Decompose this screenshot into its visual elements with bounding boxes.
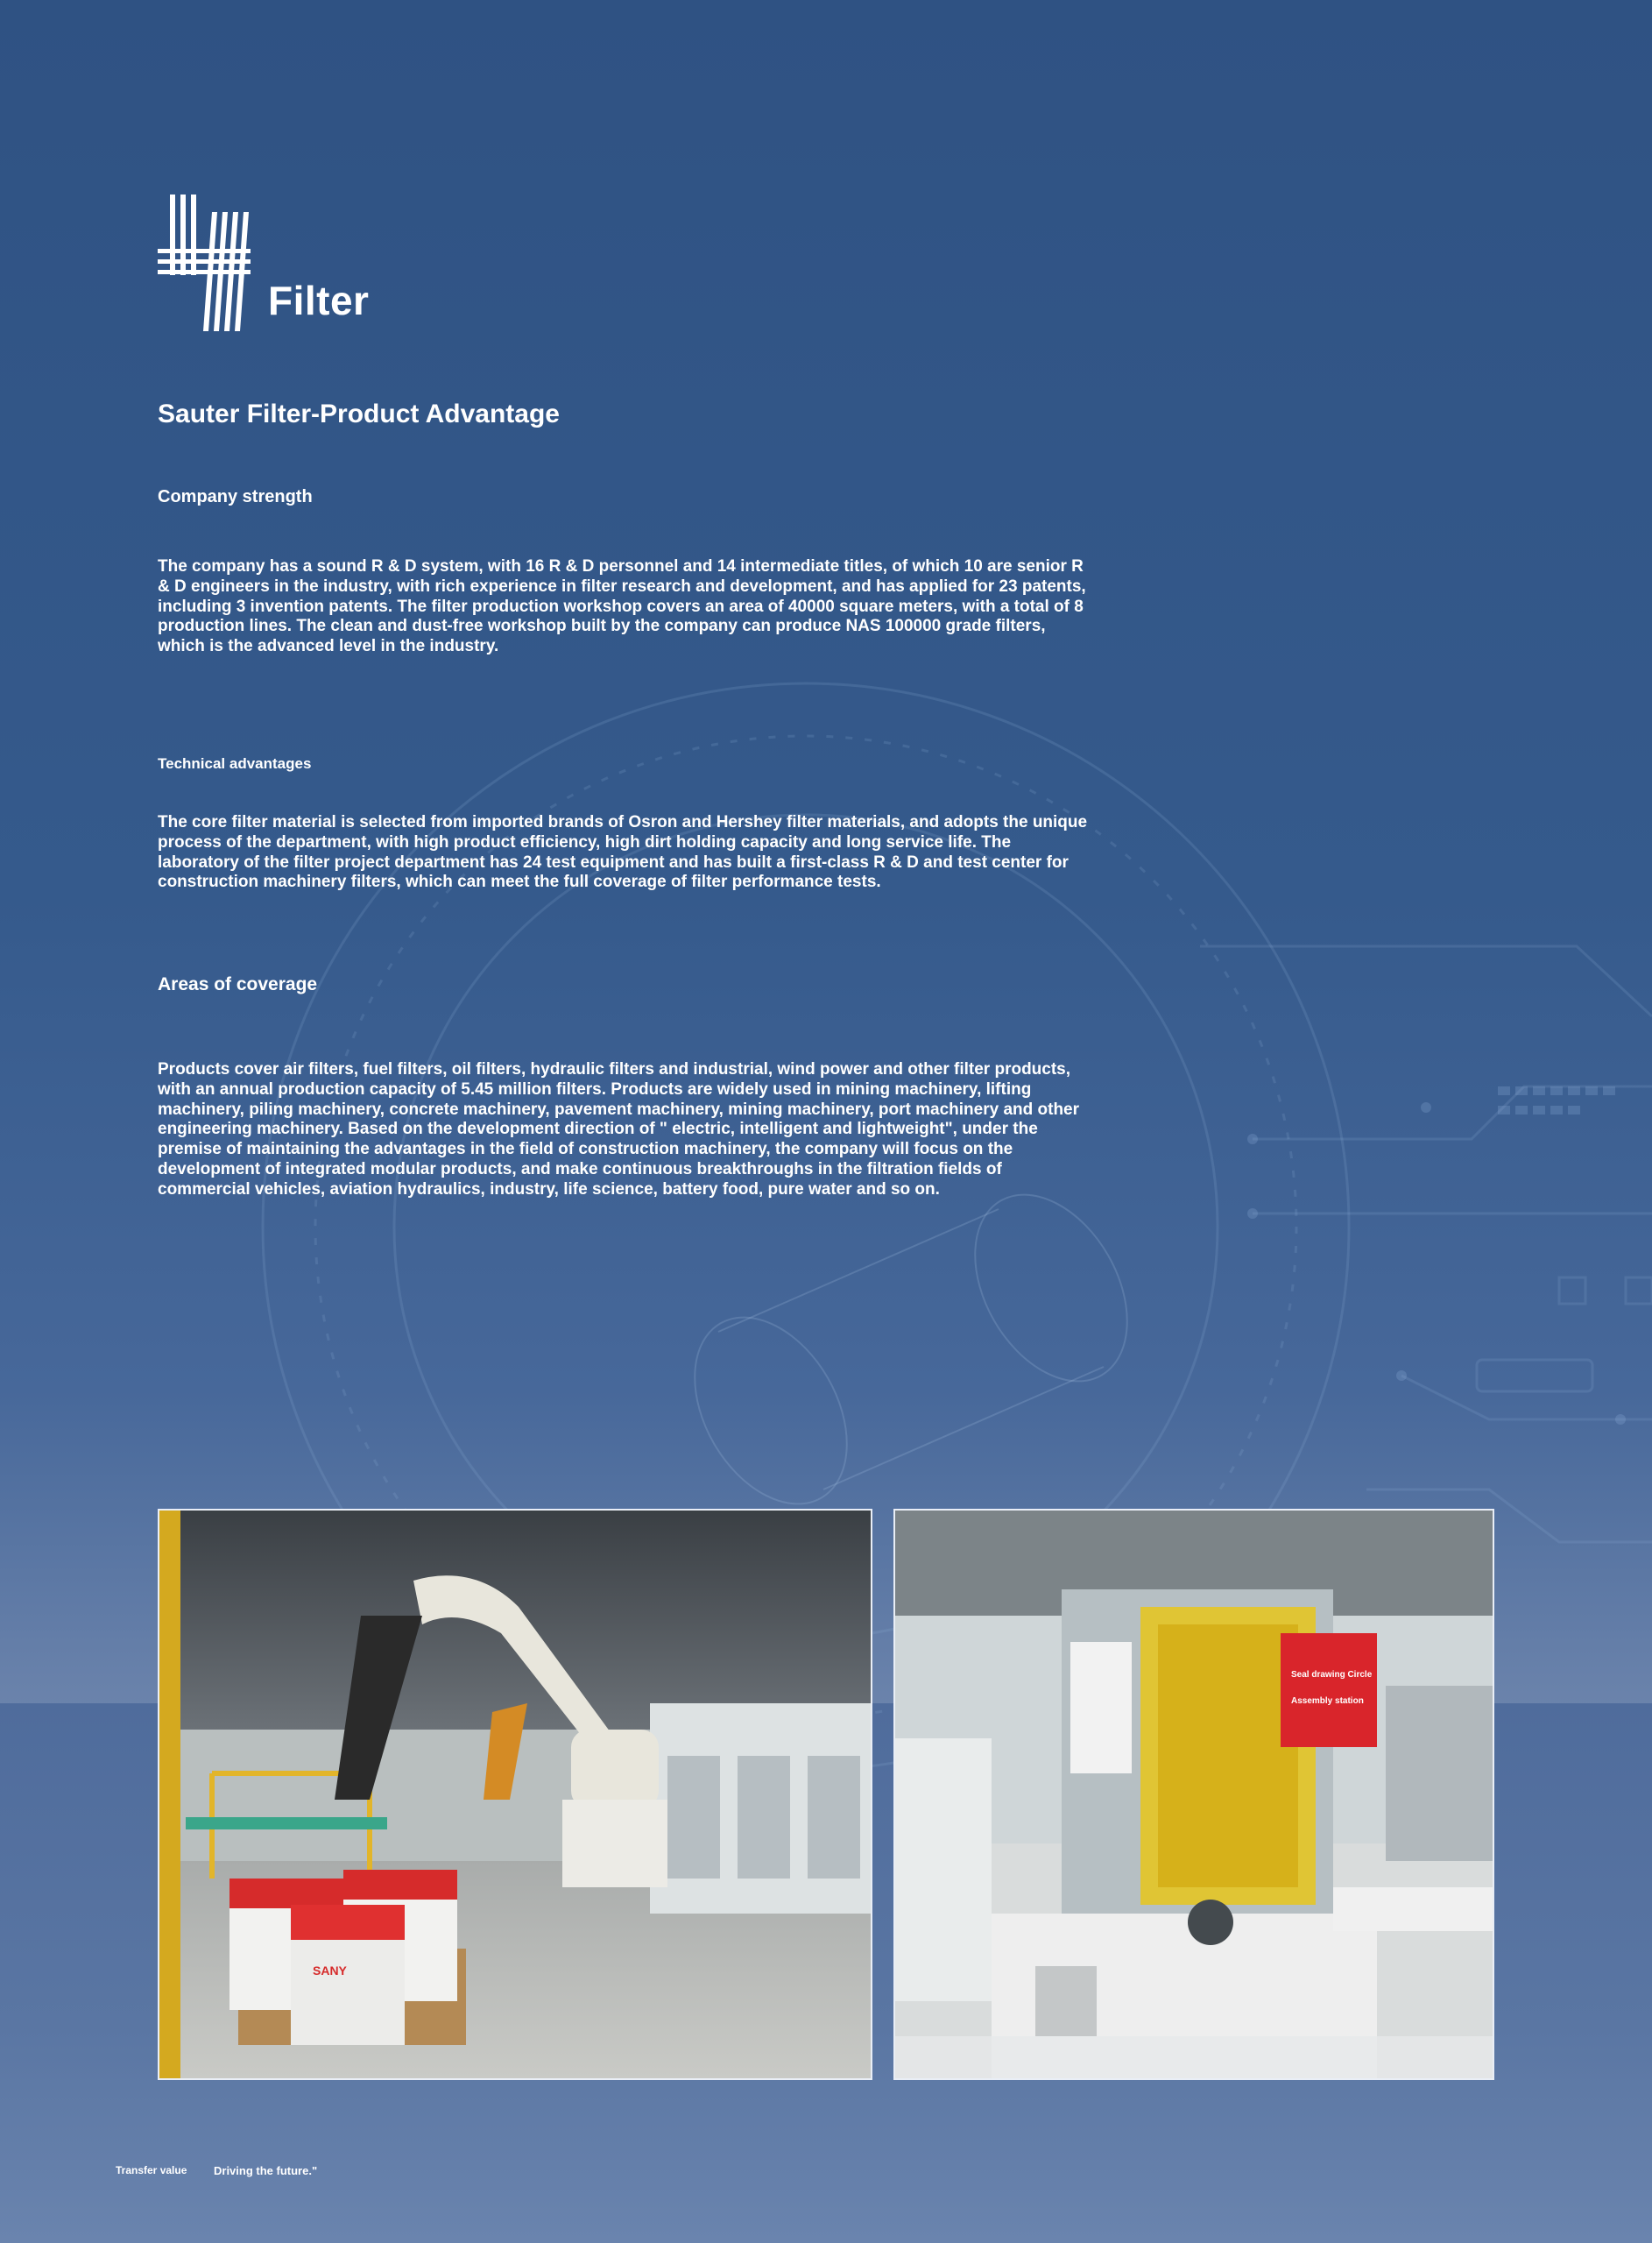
footer-tagline-right: Driving the future." — [214, 2164, 318, 2177]
sign-line-1: Seal drawing Circle — [1291, 1670, 1373, 1680]
footer-tagline-left: Transfer value — [116, 2164, 187, 2176]
section-body-company-strength: The company has a sound R & D system, with 16 R & D personnel and 14 intermediate titles, of which 10 are senior R & D engineers in the industry, with rich experience in filter research and development, and has applied for 23 patents, including 3 invention patents. The filter production workshop covers an area of 40000 square meters, with a total of 8 production lines. The clean and dust-free workshop built by the company can produce NAS 100000 grade filters, which is the advanced level in the industry. — [158, 557, 1086, 656]
brand-logo — [158, 195, 251, 336]
stacked-lines-logo-icon — [158, 195, 251, 331]
assembly-machine-photo — [895, 1511, 1493, 2078]
robot-arm-photo — [158, 1509, 872, 2080]
sany-box-label: SANY — [313, 1964, 347, 1978]
section-heading-technical-advantages: Technical advantages — [158, 755, 312, 772]
section-heading-areas-of-coverage: Areas of coverage — [158, 974, 318, 994]
section-heading-company-strength: Company strength — [158, 487, 313, 506]
page-title: Sauter Filter-Product Advantage — [158, 400, 560, 428]
section-body-technical-advantages: The core filter material is selected from imported brands of Osron and Hershey filter materials, and adopts the unique process of the department, with high product efficiency, high dirt holding capacity and long service life. The laboratory of the filter project department has 24 test equipment and has built a first-class R & D and test center for construction machinery filters, which can meet the full coverage of filter performance tests. — [158, 813, 1088, 892]
brand-name: Filter — [268, 278, 370, 323]
section-body-areas-of-coverage: Products cover air filters, fuel filters, oil filters, hydraulic filters and industrial, wind power and other filter products, with an annual production capacity of 5.45 million filters. Products are widely used in mining machinery, lifting machinery, piling machinery, concrete machinery, pavement machinery, mining machinery, port machinery and other engineering machinery. Based on the development direction of " electric, intelligent and lightweight", under the premise of maintaining the advantages in the field of construction machinery, the company will focus on the development of integrated modular products, and make continuous breakthroughs in the filtration fields of commercial vehicles, aviation hydraulics, industry, life science, battery food, pure water and so on. — [158, 1060, 1080, 1199]
sign-line-2: Assembly station — [1291, 1696, 1364, 1706]
robot-arm-palletizing-photo — [159, 1511, 871, 2078]
assembly-station-photo — [893, 1509, 1494, 2080]
